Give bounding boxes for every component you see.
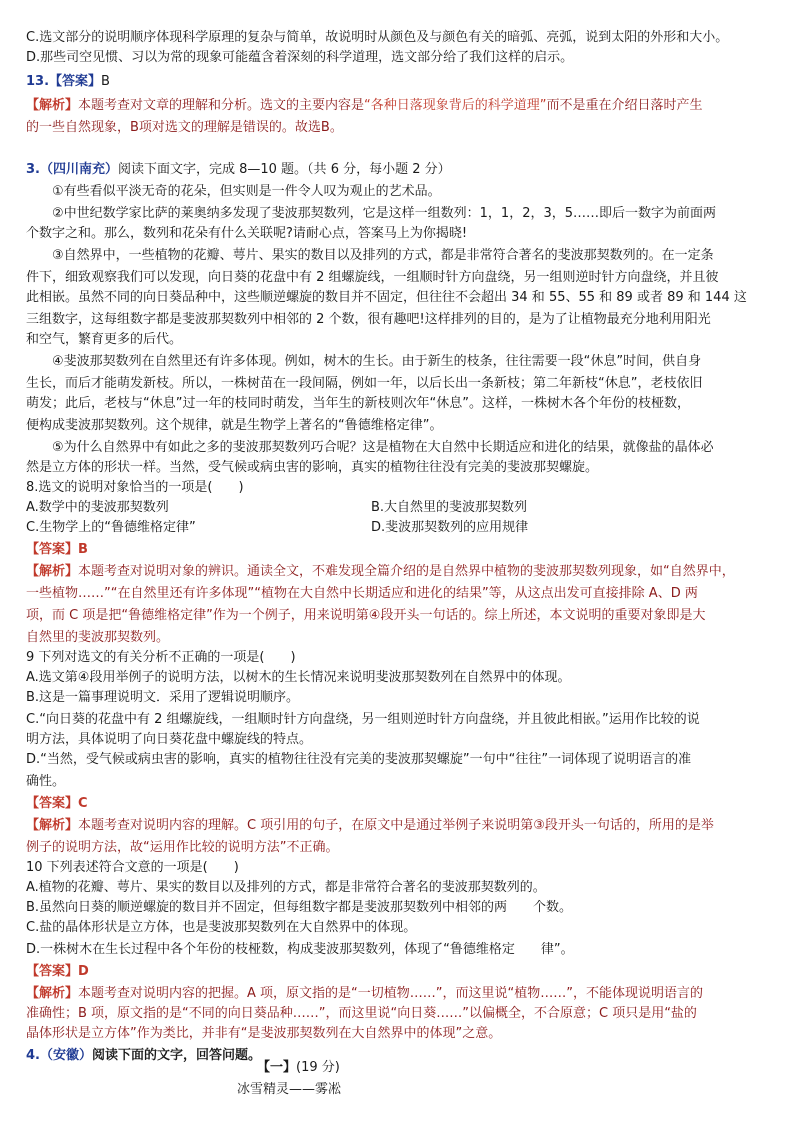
question-9-option-d-line2: 确性。 — [26, 774, 66, 789]
paragraph-4-line1: ④斐波那契数列在自然里还有许多体现。例如，树木的生长。由于新生的枝条，往往需要一段“休息”时间，供自身 — [52, 354, 702, 369]
analysis-label: 【解析】 — [26, 98, 79, 113]
answer-value: D — [78, 964, 89, 979]
section-heading: 【一】(19 分) — [257, 1060, 340, 1075]
analysis-label: 【解析】 — [26, 564, 79, 579]
question-10-option-a: A.植物的花瓣、萼片、果实的数目以及排列的方式，都是非常符合著名的斐波那契数列的。 — [26, 880, 546, 895]
analysis-10-line2: 准确性；B 项，原文指的是“不同的向日葵品种……”，而这里说“向日葵……”以偏概全，不合原意；C 项只是用“盐的 — [26, 1006, 697, 1021]
answer-9 — [26, 794, 88, 814]
answer-value: B — [101, 74, 110, 89]
analysis-10-line3: 晶体形状是立方体”作为类比，并非有“是斐波那契数列在大自然界中的体现”之意。 — [26, 1026, 502, 1041]
analysis-10-line1: 【解析】本题考查对说明内容的把握。A 项，原文指的是“一切植物……”，而这里说“植物……”，不能体现说明语言的 — [26, 986, 703, 1001]
analysis-8-line4: 自然里的斐波那契数列。 — [26, 630, 170, 645]
analysis-label: 【解析】 — [26, 818, 79, 833]
question-9: 9 下列对选文的有关分析不正确的一项是( ) — [26, 650, 296, 665]
analysis-label: 【解析】 — [26, 986, 79, 1001]
option-c-line: C.选文部分的说明顺序体现科学原理的复杂与简单，故说明时从颜色及与颜色有关的暗弧、亮弧，说到太阳的外形和大小。 — [26, 30, 729, 45]
paragraph-5-line2: 然是立方体的形状一样。当然，受气候或病虫害的影响，真实的植物往往没有完美的斐波那契螺旋。 — [26, 460, 599, 475]
article-title: 冰雪精灵——雾凇 — [237, 1082, 342, 1097]
paragraph-5-line1: ⑤为什么自然界中有如此之多的斐波那契数列巧合呢？这是植物在大自然中长期适应和进化的结果，就像盐的晶体必 — [52, 440, 714, 455]
question-3-heading: 3.（四川南充）阅读下面文字，完成 8—10 题。（共 6 分，每小题 2 分） — [26, 162, 451, 177]
answer-label: 13.【答案】 — [26, 74, 102, 89]
question-10: 10 下列表述符合文意的一项是( ) — [26, 860, 239, 875]
analysis-9-line1: 【解析】本题考查对说明内容的理解。C 项引用的句子，在原文中是通过举例子来说明第③段开头一句话的，所用的是举 — [26, 818, 714, 833]
question-9-option-a: A.选文第④段用举例子的说明方法，以树木的生长情况来说明斐波那契数列在自然界中的体现。 — [26, 670, 571, 685]
question-source: 3.（四川南充） — [26, 162, 118, 177]
analysis-13-line2: 的一些自然现象，B项对选文的理解是错误的。故选B。 — [26, 120, 343, 135]
question-10-option-d: D.一株树木在生长过程中各个年份的枝桠数，构成斐波那契数列，体现了“鲁德维格定 律”。 — [26, 942, 574, 957]
question-10-option-c: C.盐的晶体形状是立方体，也是斐波那契数列在大自然界中的体现。 — [26, 920, 417, 935]
analysis-13-line1: 【解析】本题考查对文章的理解和分析。选文的主要内容是“各种日落现象背后的科学道理”而不是重在介绍日落时产生 — [26, 98, 703, 113]
option-a: A.数学中的斐波那契数列 — [26, 500, 169, 515]
question-10-option-b: B.虽然向日葵的顺逆螺旋的数目并不固定，但每组数字都是斐波那契数列中相邻的两 个数。 — [26, 900, 573, 915]
option-c: C.生物学上的“鲁德维格定律” — [26, 520, 196, 535]
answer-13 — [26, 72, 110, 92]
option-d: D.斐波那契数列的应用规律 — [371, 520, 529, 535]
paragraph-1: ①有些看似平淡无奇的花朵，但实则是一件令人叹为观止的艺术品。 — [52, 184, 441, 199]
analysis-8-line2: 一些植物……”“在自然里还有许多体现”“植物在大自然中长期适应和进化的结果”等，从这点出发可直接排除 A、D 两 — [26, 586, 698, 601]
paragraph-3-line3: 此相嵌。虽然不同的向日葵品种中，这些顺逆螺旋的数目并不固定，但往往不会超出 34 和 55、55 和 89 或者 89 和 144 这 — [26, 290, 747, 305]
answer-10 — [26, 962, 89, 982]
question-source: 4.（安徽） — [26, 1048, 92, 1063]
analysis-9-line2: 例子的说明方法，故“运用作比较的说明方法”不正确。 — [26, 840, 339, 855]
option-d-line: D.那些司空见惯、习以为常的现象可能蕴含着深刻的科学道理，选文部分给了我们这样的启示。 — [26, 50, 574, 65]
question-8-options-cd — [26, 518, 529, 538]
analysis-8-line1: 【解析】本题考查对说明对象的辨识。通读全文，不难发现全篇介绍的是自然界中植物的斐波那契数列现象，如“自然界中， — [26, 564, 735, 579]
paragraph-4-line4: 便构成斐波那契数列。这个规律，就是生物学上著名的“鲁德维格定律”。 — [26, 418, 443, 433]
analysis-8-line3: 项，而 C 项是把“鲁德维格定律”作为一个例子，用来说明第④段开头一句话的。综上所述，本文说明的重要对象即是大 — [26, 608, 706, 623]
question-9-option-c-line2: 明方法，具体说明了向日葵花盘中螺旋线的特点。 — [26, 732, 313, 747]
answer-8 — [26, 540, 88, 560]
paragraph-3-line1: ③自然界中，一些植物的花瓣、萼片、果实的数目以及排列的方式，都是非常符合著名的斐波那契数列的。在一定条 — [52, 248, 714, 263]
paragraph-2-line1: ②中世纪数学家比萨的莱奥纳多发现了斐波那契数列，它是这样一组数列：1，1，2，3，5……即后一数字为前面两 — [52, 206, 717, 221]
question-9-option-b: B.这是一篇事理说明文．采用了逻辑说明顺序。 — [26, 690, 300, 705]
answer-label: 【答案】 — [26, 542, 79, 557]
paragraph-3-line4: 三组数字，这每组数字都是斐波那契数列中相邻的 2 个数，很有趣吧!这样排列的目的，是为了让植物最充分地利用阳光 — [26, 312, 711, 327]
question-4-heading: 4.（安徽）阅读下面的文字，回答问题。 — [26, 1048, 261, 1063]
paragraph-4-line2: 生长，而后才能萌发新枝。所以，一株树苗在一段间隔，例如一年，以后长出一条新枝；第二年新枝“休息”，老枝依旧 — [26, 376, 703, 391]
question-8: 8.选文的说明对象恰当的一项是( ) — [26, 480, 244, 495]
answer-value: B — [78, 542, 88, 557]
question-9-option-c-line1: C.“向日葵的花盘中有 2 组螺旋线，一组顺时针方向盘绕，另一组则逆时针方向盘绕，并且彼此相嵌。”运用作比较的说 — [26, 712, 700, 727]
question-8-options-ab — [26, 498, 528, 518]
answer-label: 【答案】 — [26, 796, 79, 811]
option-b: B.大自然里的斐波那契数列 — [371, 500, 528, 515]
paragraph-3-line2: 件下，细致观察我们可以发现，向日葵的花盘中有 2 组螺旋线，一组顺时针方向盘绕，另一组则逆时针方向盘绕，并且彼 — [26, 270, 719, 285]
paragraph-4-line3: 萌发；此后，老枝与“休息”过一年的枝同时萌发，当年生的新枝则次年“休息”。这样，一株树木各个年份的枝桠数， — [26, 396, 690, 411]
paragraph-3-line5: 和空气，繁育更多的后代。 — [26, 332, 183, 347]
answer-label: 【答案】 — [26, 964, 79, 979]
question-9-option-d-line1: D.“当然，受气候或病虫害的影响，真实的植物往往没有完美的斐波那契螺旋”一句中“往往”一词体现了说明语言的准 — [26, 752, 692, 767]
answer-value: C — [78, 796, 88, 811]
paragraph-2-line2: 个数字之和。那么，数列和花朵有什么关联呢?请耐心点，答案马上为你揭晓! — [26, 226, 468, 241]
